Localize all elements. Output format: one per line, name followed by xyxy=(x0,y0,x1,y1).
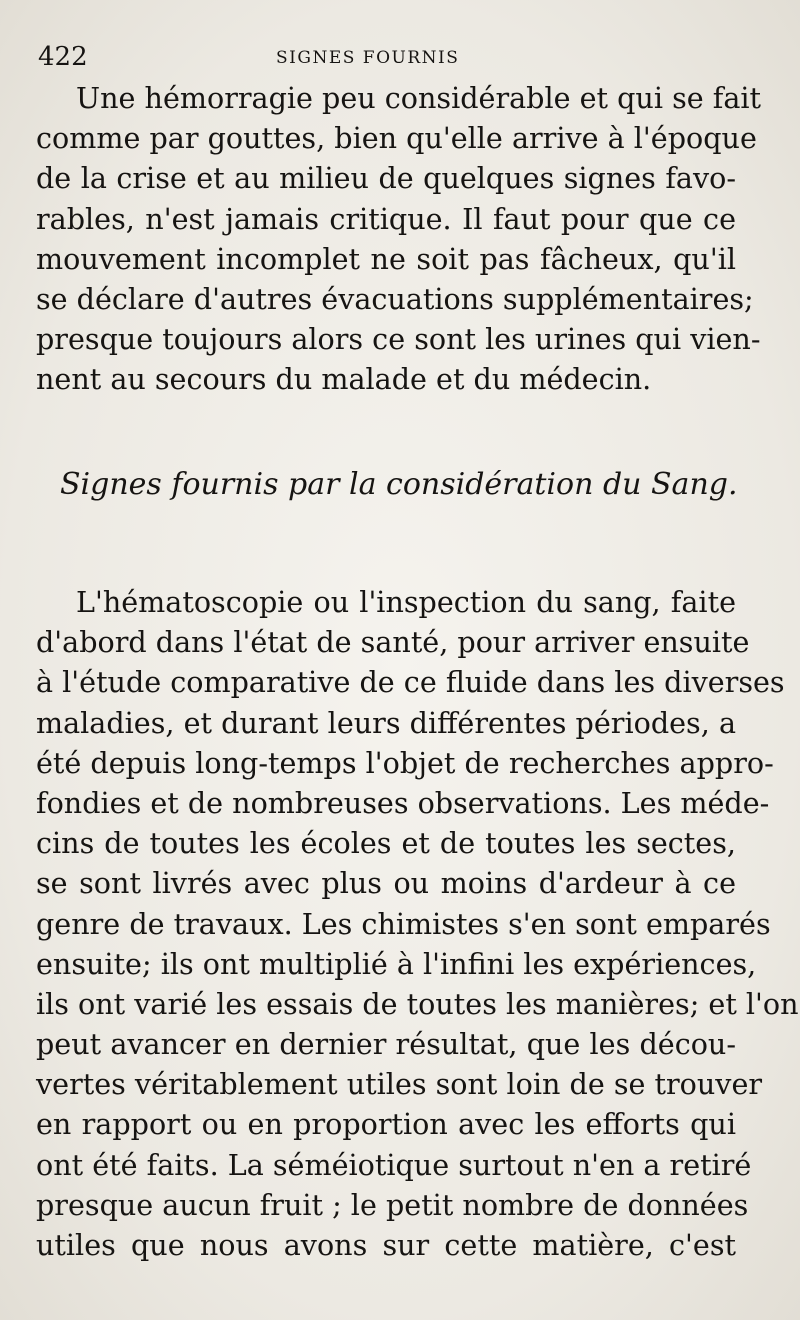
text-line: presque aucun fruit ; le petit nombre de données xyxy=(36,1187,749,1222)
text-line: L'hématoscopie ou l'inspection du sang, faite xyxy=(76,585,736,619)
text-line: rables, n'est jamais critique. Il faut pour que ce xyxy=(36,201,736,236)
text-line: se déclare d'autres évacuations supplémentaires; xyxy=(36,281,754,316)
text-line: nent au secours du malade et du médecin. xyxy=(36,362,652,397)
text-line: cins de toutes les écoles et de toutes les sectes, xyxy=(36,826,736,861)
text-line: ont été faits. La séméiotique surtout n'en a retiré xyxy=(36,1147,752,1182)
text-line: ensuite; ils ont multiplié à l'infini les expériences, xyxy=(36,946,757,981)
text-line: maladies, et durant leurs différentes périodes, a xyxy=(36,705,736,740)
page-header xyxy=(38,40,778,80)
text-line: Une hémorragie peu considérable et qui se fait xyxy=(76,81,762,115)
text-line: vertes véritablement utiles sont loin de se trouver xyxy=(36,1067,763,1102)
text-line: d'abord dans l'état de santé, pour arriver ensuite xyxy=(36,625,750,660)
text-line: comme par gouttes, bien qu'elle arrive à l'époque xyxy=(36,121,757,156)
text-line: été depuis long-temps l'objet de recherches appro- xyxy=(36,745,774,780)
text-line: peut avancer en dernier résultat, que les décou- xyxy=(36,1027,736,1062)
text-line: genre de travaux. Les chimistes s'en sont emparés xyxy=(36,906,771,941)
text-line: se sont livrés avec plus ou moins d'ardeur à ce xyxy=(36,866,736,901)
text-line: à l'étude comparative de ce fluide dans les diverses xyxy=(36,665,785,700)
running-head: SIGNES FOURNIS xyxy=(276,48,460,68)
page-number: 422 xyxy=(38,42,88,72)
paragraph-hematoscopy xyxy=(36,582,799,1265)
text-line: presque toujours alors ce sont les urines qui vien- xyxy=(36,322,761,357)
text-line: ils ont varié les essais de toutes les manières; et l'on xyxy=(36,986,799,1021)
text-line: utiles que nous avons sur cette matière, c'est xyxy=(36,1228,736,1262)
text-line: de la crise et au milieu de quelques signes favo- xyxy=(36,161,736,196)
section-heading: Signes fournis par la considération du Sang. xyxy=(60,467,738,502)
text-line: mouvement incomplet ne soit pas fâcheux, qu'il xyxy=(36,241,736,276)
text-line: en rapport ou en proportion avec les efforts qui xyxy=(36,1107,736,1142)
paragraph-hemorrhage xyxy=(36,78,762,400)
text-line: fondies et de nombreuses observations. Les méde- xyxy=(36,785,770,820)
